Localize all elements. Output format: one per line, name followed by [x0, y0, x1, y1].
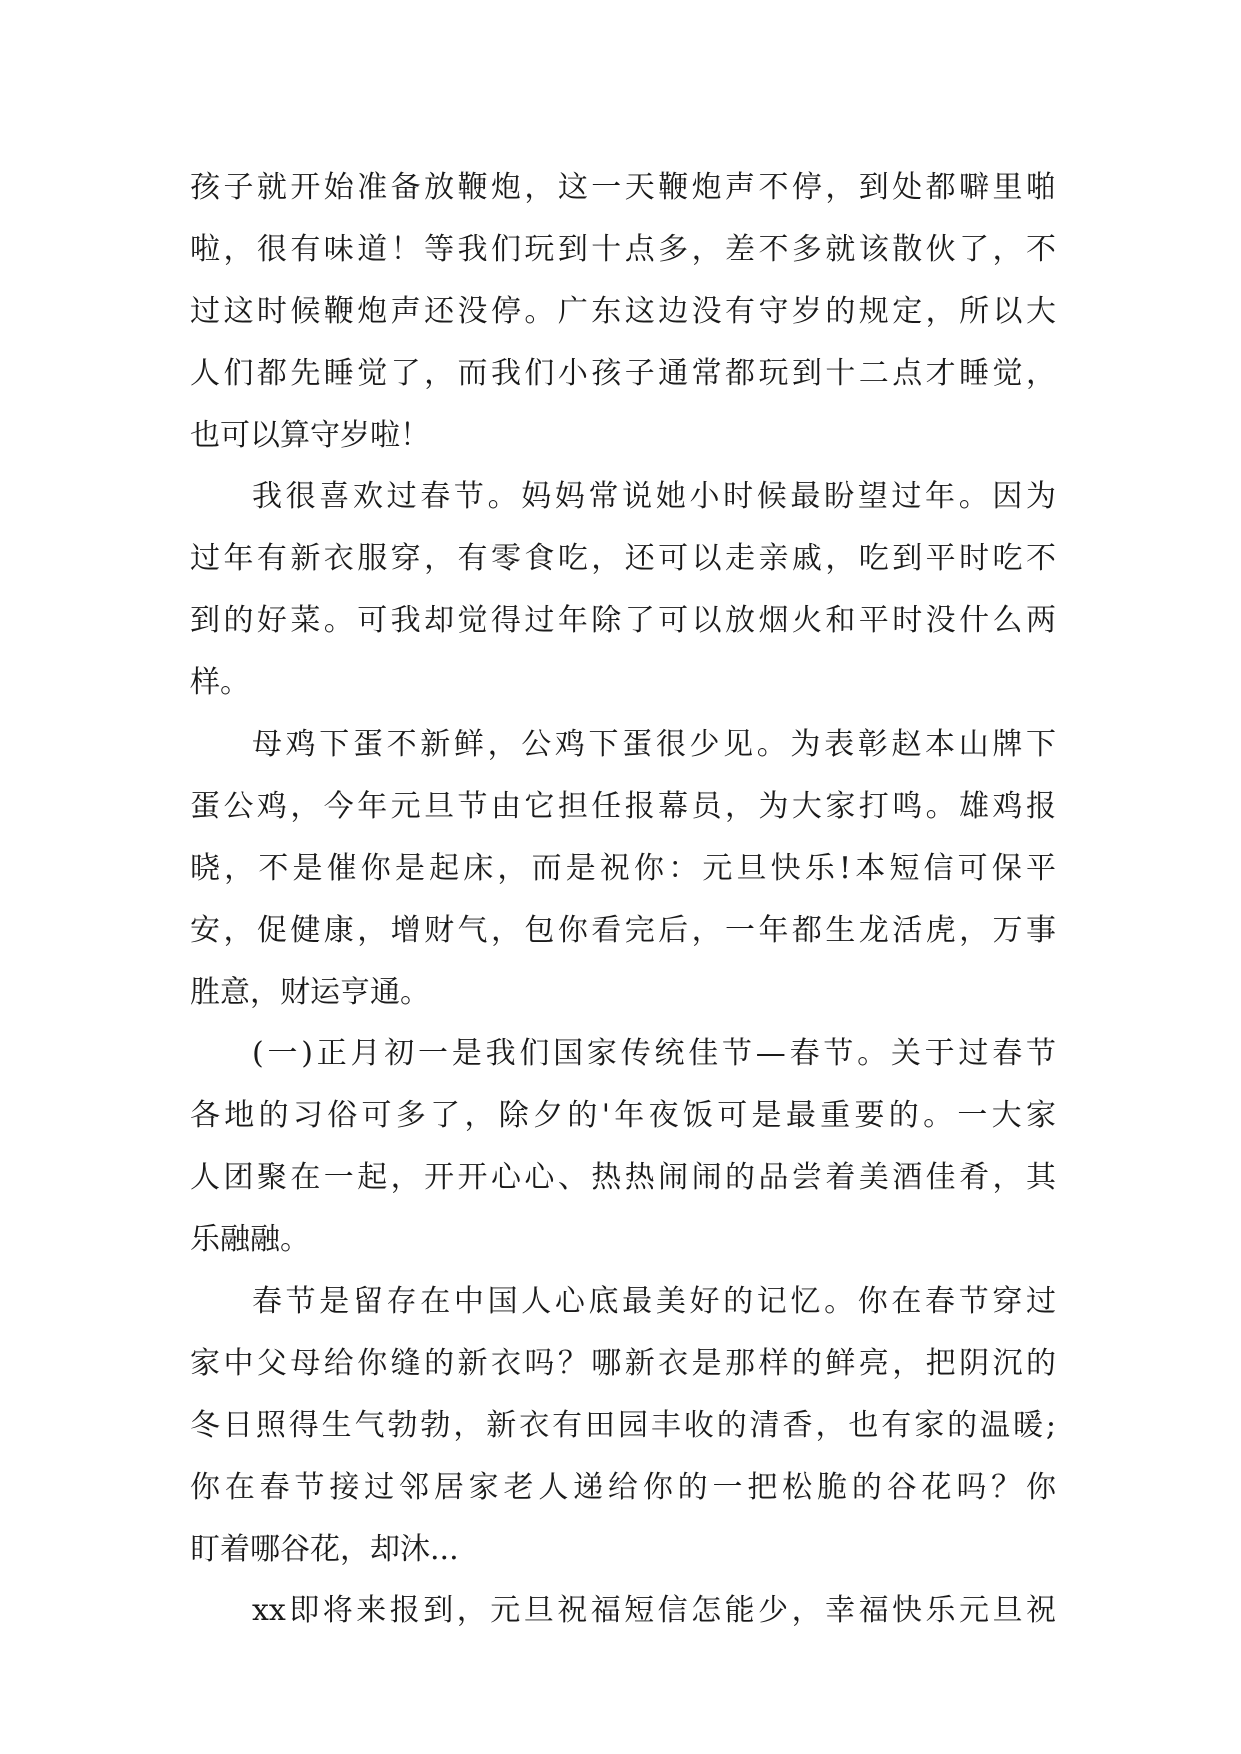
- text-line: xx即将来报到，元旦祝福短信怎能少，幸福快乐元旦祝: [252, 1593, 1056, 1629]
- text-line: 人们都先睡觉了，而我们小孩子通常都玩到十二点才睡觉，: [190, 355, 1056, 391]
- text-line: 乐融融。: [190, 1222, 310, 1258]
- text-line: 盯着哪谷花，却沐...: [190, 1531, 459, 1567]
- text-line: 人团聚在一起，开开心心、热热闹闹的品尝着美酒佳肴，其: [190, 1160, 1056, 1196]
- text-line: 冬日照得生气勃勃，新衣有田园丰收的清香，也有家的温暖;: [190, 1407, 1056, 1443]
- text-line: 啦，很有味道！等我们玩到十点多，差不多就该散伙了，不: [190, 231, 1056, 267]
- text-line: 蛋公鸡，今年元旦节由它担任报幕员，为大家打鸣。雄鸡报: [190, 788, 1056, 824]
- text-line: 过这时候鞭炮声还没停。广东这边没有守岁的规定，所以大: [190, 293, 1056, 329]
- text-line: 样。: [190, 665, 250, 701]
- text-line: 安，促健康，增财气，包你看完后，一年都生龙活虎，万事: [190, 912, 1056, 948]
- text-line: 晓，不是催你是起床，而是祝你：元旦快乐!本短信可保平: [190, 850, 1056, 886]
- text-line: 各地的习俗可多了，除夕的'年夜饭可是最重要的。一大家: [190, 1098, 1056, 1134]
- text-line: (一)正月初一是我们国家传统佳节—春节。关于过春节: [252, 1036, 1056, 1072]
- text-line: 你在春节接过邻居家老人递给你的一把松脆的谷花吗？你: [190, 1469, 1056, 1505]
- text-line: 也可以算守岁啦！: [190, 417, 430, 453]
- text-line: 到的好菜。可我却觉得过年除了可以放烟火和平时没什么两: [190, 603, 1056, 639]
- text-line: 胜意，财运亨通。: [190, 974, 430, 1010]
- text-line: 过年有新衣服穿，有零食吃，还可以走亲戚，吃到平时吃不: [190, 541, 1056, 577]
- paragraph: [190, 1271, 1056, 1580]
- text-line: 孩子就开始准备放鞭炮，这一天鞭炮声不停，到处都噼里啪: [190, 170, 1056, 205]
- paragraph: [190, 466, 1056, 714]
- paragraph: [190, 157, 1056, 466]
- paragraph: [190, 1580, 1056, 1642]
- text-line: 我很喜欢过春节。妈妈常说她小时候最盼望过年。因为: [252, 479, 1056, 515]
- text-line: 家中父母给你缝的新衣吗？哪新衣是那样的鲜亮，把阴沉的: [190, 1345, 1056, 1381]
- body-text: [190, 157, 1056, 1642]
- text-line: 春节是留存在中国人心底最美好的记忆。你在春节穿过: [252, 1284, 1056, 1320]
- text-line: 母鸡下蛋不新鲜，公鸡下蛋很少见。为表彰赵本山牌下: [252, 727, 1056, 763]
- paragraph: [190, 714, 1056, 1023]
- paragraph: [190, 1023, 1056, 1271]
